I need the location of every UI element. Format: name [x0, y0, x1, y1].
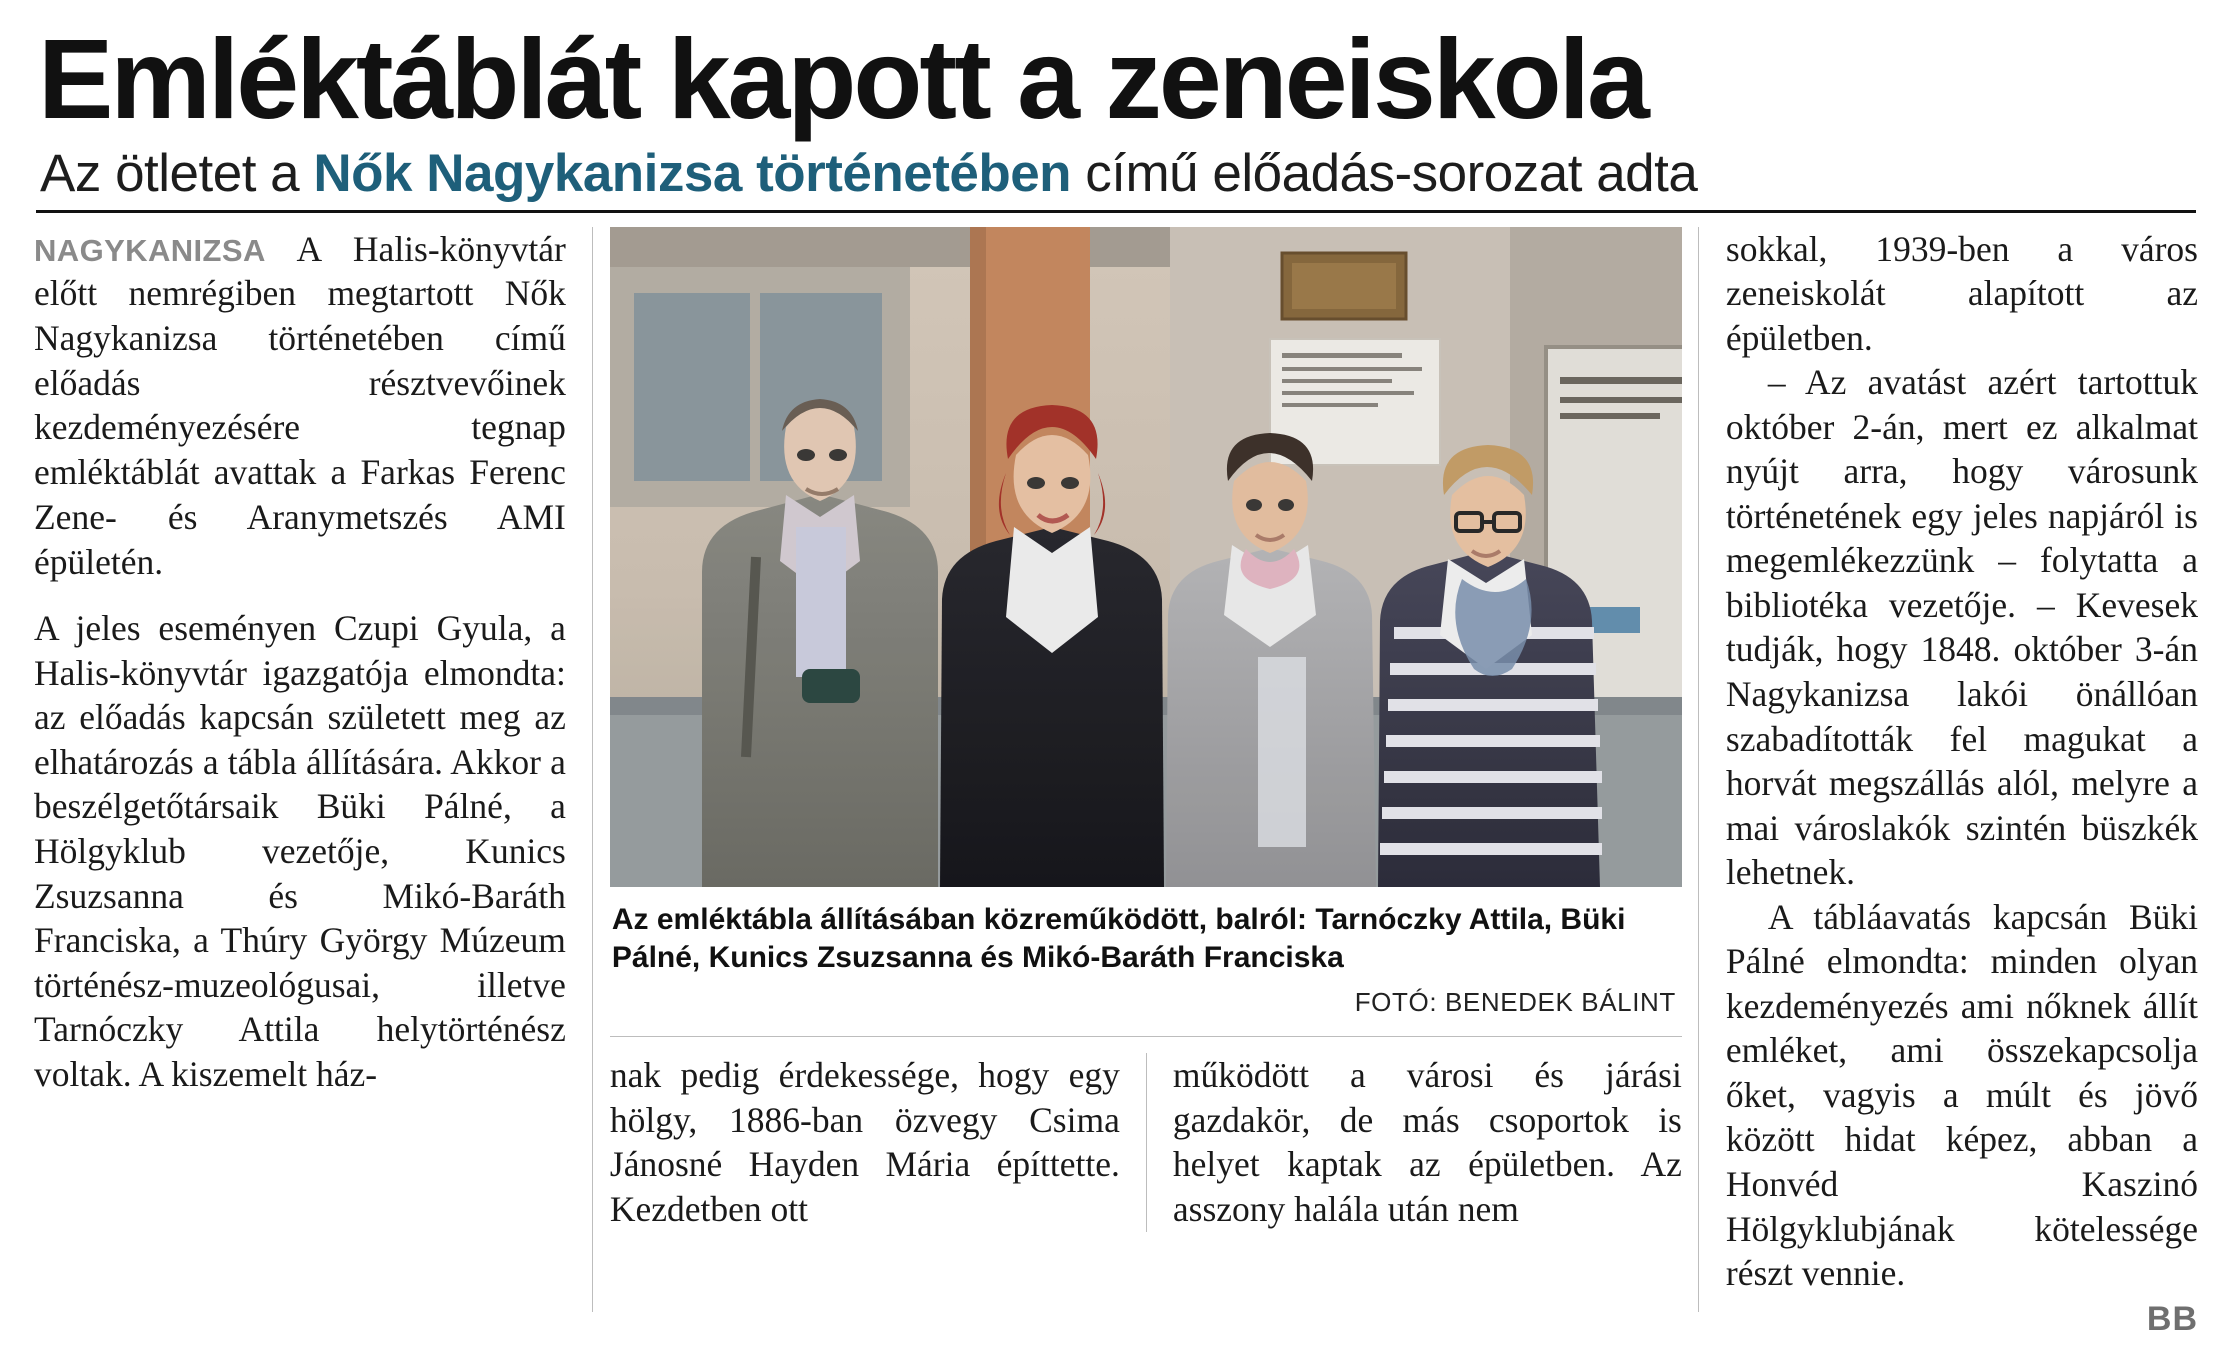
middle-subcolumn-left	[610, 1053, 1146, 1231]
middle-subcolumns	[610, 1053, 1682, 1231]
subheadline-highlight: Nők Nagykanizsa történetében	[313, 144, 1072, 204]
lead-text: A Halis-könyvtár előtt nemrégiben megtartott Nők Nagykanizsa történetében című előadás résztvevőinek kezdeményezésére tegnap emléktáblát avattak a Farkas Ferenc Zene- és Aranymetszés AMI épületén.	[34, 228, 566, 582]
column-middle	[592, 227, 1700, 1312]
column-divider-2	[1698, 227, 1699, 1312]
right-paragraph-3: A tábláavatás kapcsán Büki Pálné elmondta: minden olyan kezdeményezés ami nőknek állít emléket, ami összekapcsolja őket, vagyis a múlt és jövő között hidat képez, abban a Honvéd Kaszinó Hölgyklubjának kötelessége részt vennie.	[1725, 896, 2198, 1294]
author-initials: BB	[2146, 1299, 2198, 1338]
header-divider	[36, 210, 2196, 213]
photo-divider	[610, 1036, 1682, 1037]
photo-block	[610, 227, 1682, 1019]
column-left	[34, 227, 592, 1312]
page-title: Emléktáblát kapott a zeneiskola	[38, 16, 1647, 142]
right-paragraph-2: – Az avatást azért tartottuk október 2-án, mert ez alkalmat nyújt arra, hogy városunk történetének egy jeles napjáról is megemlékezzünk – folytatta a bibliotéka vezetője. – Kevesek tudják, hogy 1848. október 3-án Nagykanizsa lakói önállóan szabadították fel magukat a horvát megszállás alól, melyre a mai városlakók szintén büszkék lehetnek.	[1725, 362, 2198, 893]
photo-caption: Az emléktábla állításában közreműködött, balról: Tarnóczky Attila, Büki Pálné, Kunics Zsuzsanna és Mikó-Baráth Franciska	[611, 902, 1626, 974]
subheadline-before: Az ötletet a	[40, 144, 314, 204]
right-paragraph-1: sokkal, 1939-ben a város zeneiskolát alapított az épületben.	[1725, 228, 2198, 358]
article-columns	[34, 227, 2198, 1338]
middle-paragraph-left: nak pedig érdekessége, hogy egy hölgy, 1886-ban özvegy Csima Jánosné Hayden Mária építtette. Kezdetben ott	[609, 1055, 1120, 1229]
left-paragraph-1: A jeles eseményen Czupi Gyula, a Halis-könyvtár igazgatója elmondta: az előadás kapcsán született meg az elhatározás a tábla állítására. Akkor a beszélgetőtársaik Büki Pálné, a Hölgyklub vezetője, Kunics Zsuzsanna és Mikó-Baráth Franciska, a Thúry György Múzeum történész-muzeológusai, illetve Tarnóczky Attila helytörténész voltak. A kiszemelt ház-	[34, 608, 566, 1094]
middle-subcolumn-right	[1146, 1053, 1682, 1231]
middle-paragraph-right: működött a városi és járási gazdakör, de más csoportok is helyet kaptak az épületben. Az asszony halála után nem	[1172, 1055, 1682, 1229]
column-right	[1700, 227, 2198, 1338]
photo-credit: FOTÓ: BENEDEK BÁLINT	[1354, 987, 1676, 1018]
article-photo	[610, 227, 1682, 887]
subheadline-after: című előadás-sorozat adta	[1071, 144, 1698, 204]
dateline: NAGYKANIZSA	[34, 232, 266, 268]
lead-paragraph	[34, 227, 566, 585]
subheadline	[40, 145, 2198, 203]
column-divider-1	[592, 227, 593, 1312]
